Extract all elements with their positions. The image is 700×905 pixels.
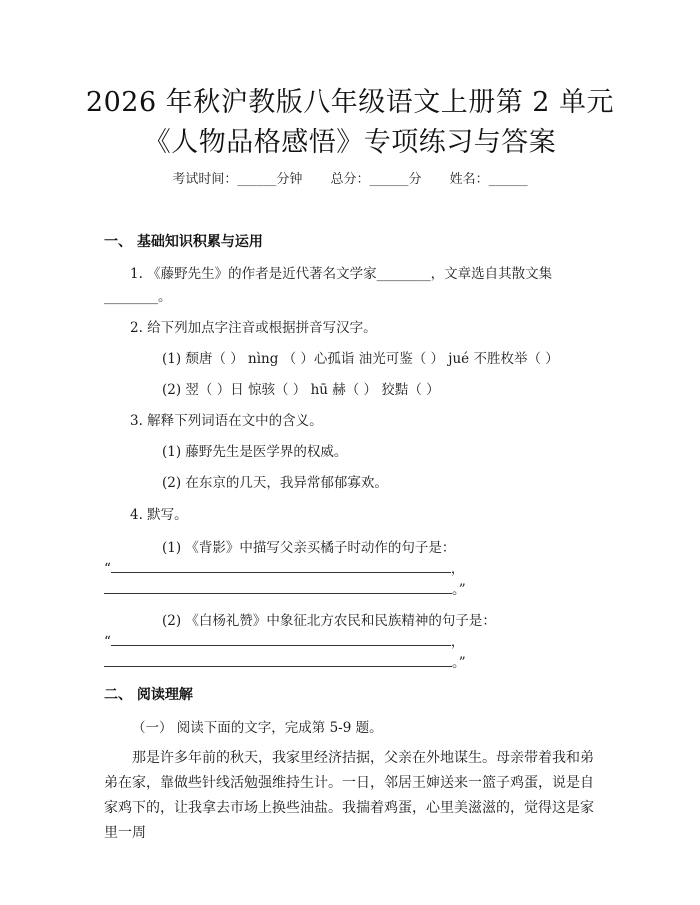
question-1-line2: ________。 (104, 289, 172, 305)
comma-mark: ， (450, 634, 465, 650)
question-3-sub1: (1) 藤野先生是医学界的权威。 (162, 444, 348, 460)
question-3: 3. 解释下列词语在文中的含义。 (130, 413, 323, 429)
section-heading-basics: 一、 基础知识积累与运用 (104, 234, 263, 250)
open-quote: “ (104, 561, 111, 577)
reading-part-1: （一） 阅读下面的文字，完成第 5-9 题。 (132, 720, 383, 736)
answer-line-4-1b (104, 578, 466, 598)
question-3-sub2: (2) 在东京的几天，我异常郁郁寡欢。 (162, 475, 388, 491)
close-quote: 。” (452, 582, 466, 598)
question-2-sub2: (2) 翌（ ）日 惊骇（ ） hū 赫（ ） 狡黠（ ） (162, 382, 440, 398)
exam-time-field: 考试时间：______分钟 (172, 172, 303, 187)
question-4-sub1: (1) 《背影》中描写父亲买橘子时动作的句子是： (162, 540, 456, 556)
page-title-line2: 《人物品格感悟》专项练习与答案 (143, 127, 557, 158)
reading-passage: 那是许多年前的秋天，我家里经济拮据，父亲在外地谋生。母亲带着我和弟弟在家，靠做些针线活勉强维持生计。一日，邻居王婶送来一篮子鸡蛋，说是自家鸡下的，让我拿去市场上换些油盐。我揣着鸡蛋，心里美滋滋的，觉得这是家里一周 (104, 750, 594, 841)
section-heading-reading: 二、 阅读理解 (104, 687, 193, 703)
question-4-sub2: (2) 《白杨礼赞》中象征北方农民和民族精神的句子是： (162, 613, 496, 629)
name-field: 姓名：______ (449, 172, 528, 187)
open-quote: “ (104, 634, 111, 650)
exam-info (0, 168, 700, 187)
answer-line-4-2b (104, 651, 466, 671)
close-quote: 。” (452, 655, 466, 671)
total-score-field: 总分：______分 (330, 172, 422, 187)
question-2: 2. 给下列加点字注音或根据拼音写汉字。 (130, 320, 377, 336)
page-title-line1: 2026 年秋沪教版八年级语文上册第 2 单元 (85, 87, 615, 118)
question-4: 4. 默写。 (130, 507, 188, 523)
answer-line-4-1a (104, 557, 464, 577)
question-2-sub1: (1) 颓唐（ ） nìng （ ）心孤诣 油光可鉴（ ） jué 不胜枚举（ ） (162, 351, 559, 367)
answer-line-4-2a (104, 630, 464, 650)
question-1-line1: 1. 《藤野先生》的作者是近代著名文学家________，文章选自其散文集 (130, 266, 553, 282)
comma-mark: ， (450, 561, 465, 577)
